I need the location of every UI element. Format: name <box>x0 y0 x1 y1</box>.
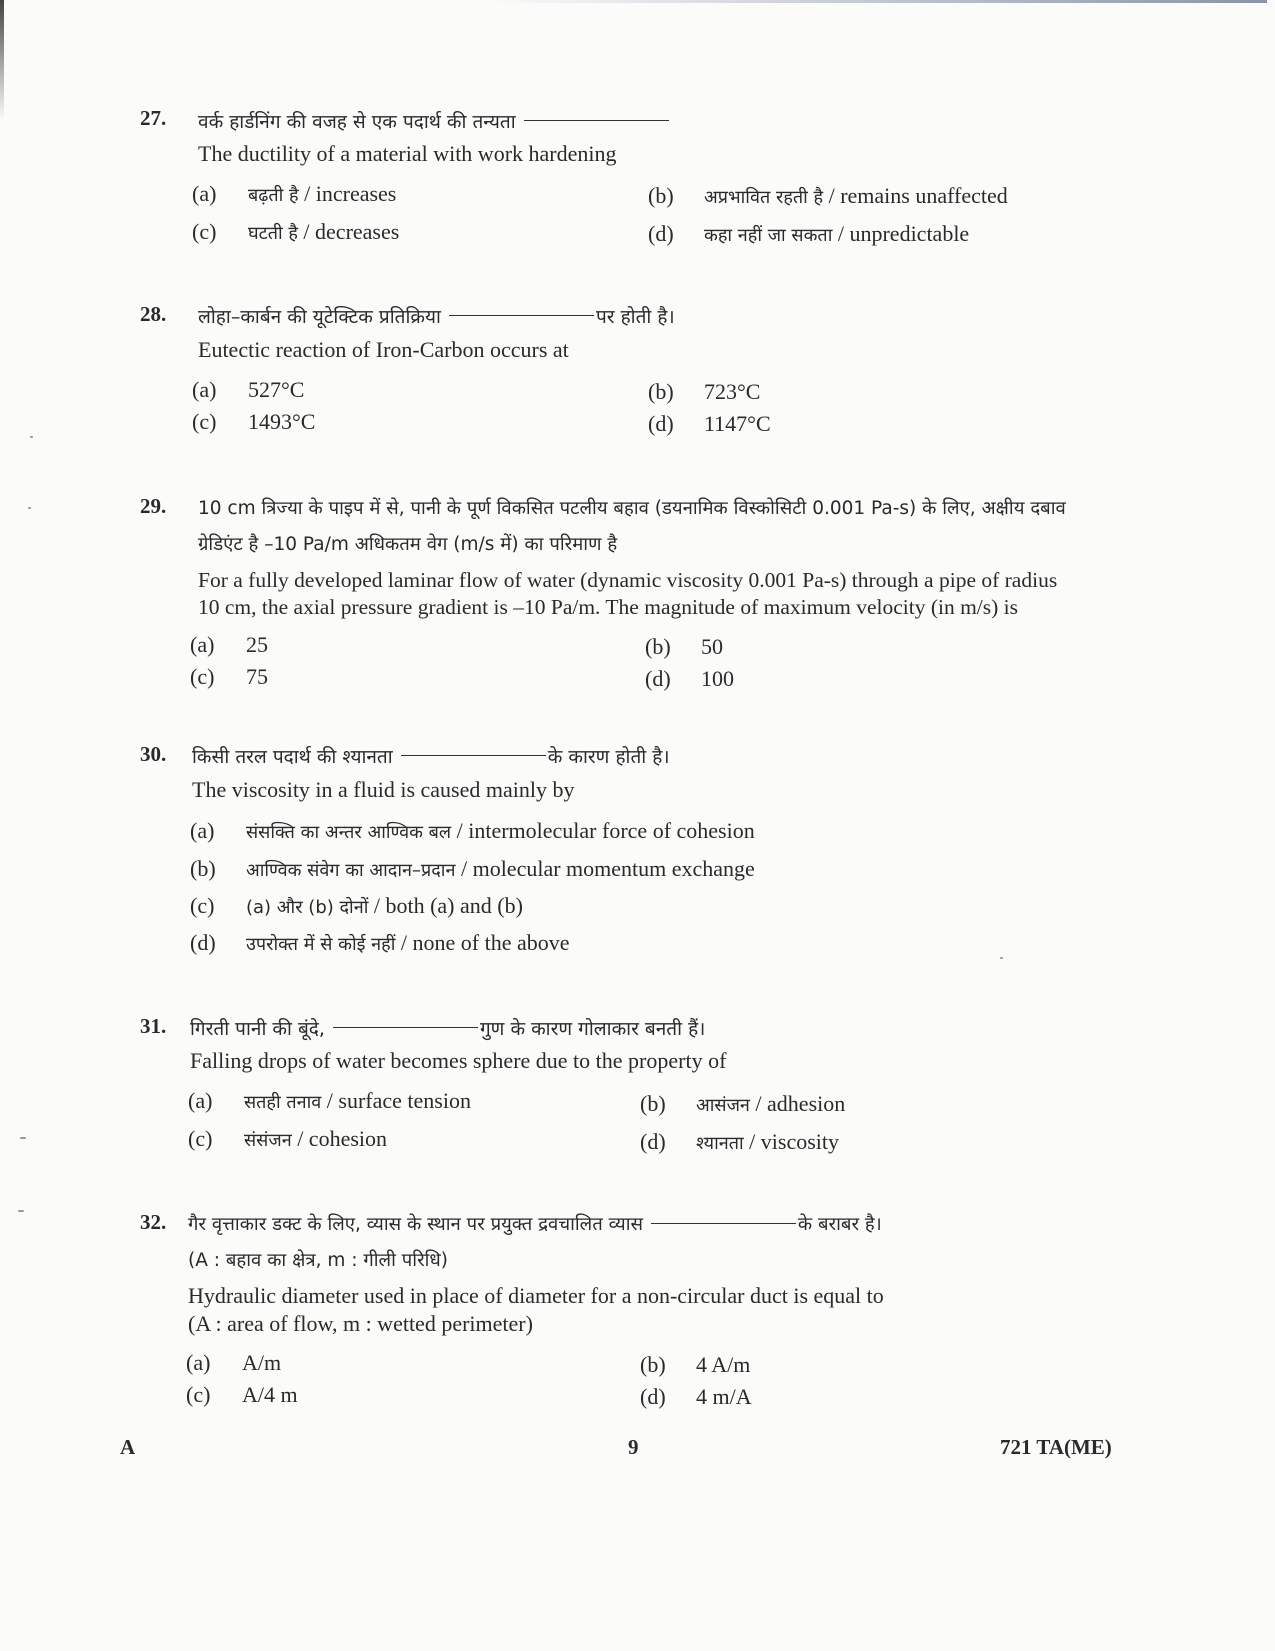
option-c[interactable] <box>186 1382 298 1408</box>
answer-blank <box>401 755 546 756</box>
hindi-text-after-blank: गुण के कारण गोलाकार बनती हैं। <box>479 1018 706 1040</box>
option-label: (c) <box>190 664 215 689</box>
question-text-english-line2: (A : area of flow, m : wetted perimeter) <box>188 1311 533 1336</box>
option-label: (c) <box>188 1126 213 1151</box>
option-a[interactable] <box>190 632 268 658</box>
option-hindi: आसंजन <box>696 1095 750 1116</box>
option-c[interactable] <box>192 219 399 245</box>
scan-speck <box>18 1210 24 1212</box>
option-label: (c) <box>186 1382 211 1407</box>
option-a[interactable] <box>192 181 396 207</box>
option-b[interactable] <box>648 379 760 405</box>
option-c[interactable] <box>190 893 523 919</box>
option-label: (a) <box>192 181 217 206</box>
option-d[interactable] <box>648 221 969 247</box>
option-d[interactable] <box>640 1384 752 1410</box>
option-d[interactable] <box>645 666 734 692</box>
option-label: (b) <box>640 1352 666 1377</box>
question-text-hindi <box>198 108 671 134</box>
option-d[interactable] <box>190 930 569 956</box>
option-label: (d) <box>190 930 216 955</box>
option-value: 723°C <box>704 379 761 404</box>
option-label: (d) <box>648 411 674 436</box>
option-c[interactable] <box>188 1126 387 1152</box>
option-a[interactable] <box>188 1088 471 1114</box>
option-hindi: घटती है <box>248 223 298 244</box>
question-text-english-line1: For a fully developed laminar flow of water (dynamic viscosity 0.001 Pa-s) through a pipe of radius <box>198 568 1058 592</box>
option-english: / intermolecular force of cohesion <box>456 818 755 843</box>
hindi-text: वर्क हार्डनिंग की वजह से एक पदार्थ की तन्यता <box>198 111 516 133</box>
option-value: 1147°C <box>704 411 771 436</box>
question-number: 27. <box>140 106 167 130</box>
option-b[interactable] <box>640 1352 750 1378</box>
hindi-text-after-blank: पर होती है। <box>595 306 675 328</box>
option-hindi: श्यानता <box>696 1133 744 1154</box>
option-hindi: आण्विक संवेग का आदान–प्रदान <box>246 860 456 881</box>
option-value: A/m <box>242 1350 282 1375</box>
option-english: / increases <box>304 181 397 206</box>
option-label: (a) <box>190 632 215 657</box>
option-c[interactable] <box>192 409 315 435</box>
question-text-english: The viscosity in a fluid is caused mainly by <box>192 777 575 802</box>
question-text-english: Eutectic reaction of Iron-Carbon occurs at <box>198 337 569 362</box>
option-b[interactable] <box>640 1091 845 1117</box>
option-value: 75 <box>246 664 268 689</box>
option-label: (d) <box>640 1129 666 1154</box>
option-value: 100 <box>701 666 734 691</box>
option-d[interactable] <box>648 411 771 437</box>
option-a[interactable] <box>190 818 755 844</box>
option-hindi: संसंजन <box>244 1130 292 1151</box>
option-label: (a) <box>192 377 217 402</box>
question-number: 31. <box>140 1014 167 1038</box>
hindi-text: किसी तरल पदार्थ की श्यानता <box>192 746 393 768</box>
answer-blank <box>524 120 669 121</box>
option-english: / remains unaffected <box>828 183 1008 208</box>
option-label: (d) <box>645 666 671 691</box>
option-label: (b) <box>645 634 671 659</box>
question-number: 32. <box>140 1210 167 1234</box>
hindi-text: लोहा–कार्बन की यूटेक्टिक प्रतिक्रिया <box>198 306 441 328</box>
question-note-hindi: (A : बहाव का क्षेत्र, m : गीली परिधि) <box>188 1250 449 1271</box>
option-english: / viscosity <box>749 1129 840 1154</box>
option-english: / decreases <box>303 219 400 244</box>
hindi-text-after-blank: के बराबर है। <box>797 1214 882 1235</box>
option-label: (b) <box>190 856 216 881</box>
question-number: 29. <box>140 494 167 518</box>
question-number: 28. <box>140 302 167 326</box>
answer-blank <box>651 1223 796 1224</box>
option-value: A/4 m <box>242 1382 298 1407</box>
option-label: (b) <box>640 1091 666 1116</box>
option-d[interactable] <box>640 1129 839 1155</box>
option-value: 527°C <box>248 377 305 402</box>
question-text-hindi-line2: ग्रेडिएंट है –10 Pa/m अधिकतम वेग (m/s में) का परिमाण है <box>198 534 618 555</box>
question-text-hindi-line1: 10 cm त्रिज्या के पाइप में से, पानी के पूर्ण विकसित पटलीय बहाव (डयनामिक विस्कोसिटी 0.001 Pa-s) के लिए, अक्षीय दबाव <box>198 498 1066 519</box>
option-english: / none of the above <box>400 930 570 955</box>
option-label: (a) <box>186 1350 211 1375</box>
footer-page-number: 9 <box>628 1435 639 1459</box>
option-a[interactable] <box>192 377 304 403</box>
question-text-english-line2: 10 cm, the axial pressure gradient is –10 Pa/m. The magnitude of maximum velocity (in m/s) is <box>198 595 1019 619</box>
hindi-text-after-blank: के कारण होती है। <box>547 746 670 768</box>
option-label: (c) <box>190 893 215 918</box>
option-hindi: (a) और (b) दोनों <box>246 897 369 918</box>
option-label: (b) <box>648 379 674 404</box>
option-c[interactable] <box>190 664 268 690</box>
option-value: 4 m/A <box>696 1384 752 1409</box>
option-label: (d) <box>640 1384 666 1409</box>
option-english: / adhesion <box>755 1091 846 1116</box>
scan-speck <box>1000 957 1003 959</box>
hindi-text: गिरती पानी की बूंदे, <box>190 1018 325 1040</box>
footer-paper-code: 721 TA(ME) <box>1000 1435 1112 1459</box>
question-text-hindi <box>198 303 675 329</box>
question-text-english: Falling drops of water becomes sphere due to the property of <box>190 1048 727 1073</box>
option-b[interactable] <box>190 856 755 882</box>
option-b[interactable] <box>648 183 1008 209</box>
option-hindi: सतही तनाव <box>244 1092 322 1113</box>
option-english: / unpredictable <box>837 221 970 246</box>
option-label: (b) <box>648 183 674 208</box>
answer-blank <box>333 1027 478 1028</box>
question-text-hindi <box>190 1015 705 1041</box>
option-a[interactable] <box>186 1350 281 1376</box>
question-text-hindi <box>188 1211 882 1236</box>
option-label: (c) <box>192 219 217 244</box>
option-value: 50 <box>701 634 723 659</box>
option-english: / cohesion <box>297 1126 388 1151</box>
scan-speck <box>30 436 33 438</box>
option-label: (c) <box>192 409 217 434</box>
scan-speck <box>28 507 31 509</box>
option-english: / surface tension <box>326 1088 471 1113</box>
hindi-text: गैर वृत्ताकार डक्ट के लिए, व्यास के स्थान पर प्रयुक्त द्रवचालित व्यास <box>188 1214 643 1235</box>
option-hindi: बढ़ती है <box>248 185 299 206</box>
option-value: 25 <box>246 632 268 657</box>
option-hindi: कहा नहीं जा सकता <box>704 225 833 246</box>
question-text-hindi <box>192 743 670 769</box>
option-label: (a) <box>188 1088 213 1113</box>
option-hindi: उपरोक्त में से कोई नहीं <box>246 934 396 955</box>
question-text-english-line1: Hydraulic diameter used in place of diameter for a non-circular duct is equal to <box>188 1283 884 1308</box>
option-english: / molecular momentum exchange <box>460 856 755 881</box>
question-text-english: The ductility of a material with work hardening <box>198 141 617 166</box>
footer-set-code: A <box>120 1435 136 1459</box>
answer-blank <box>449 315 594 316</box>
question-number: 30. <box>140 742 167 766</box>
option-label: (a) <box>190 818 215 843</box>
option-english: / both (a) and (b) <box>373 893 523 918</box>
option-hindi: संसक्ति का अन्तर आण्विक बल <box>246 822 452 843</box>
scan-speck <box>20 1137 26 1139</box>
option-value: 4 A/m <box>696 1352 751 1377</box>
option-b[interactable] <box>645 634 723 660</box>
option-label: (d) <box>648 221 674 246</box>
option-hindi: अप्रभावित रहती है <box>704 187 824 208</box>
option-value: 1493°C <box>248 409 316 434</box>
